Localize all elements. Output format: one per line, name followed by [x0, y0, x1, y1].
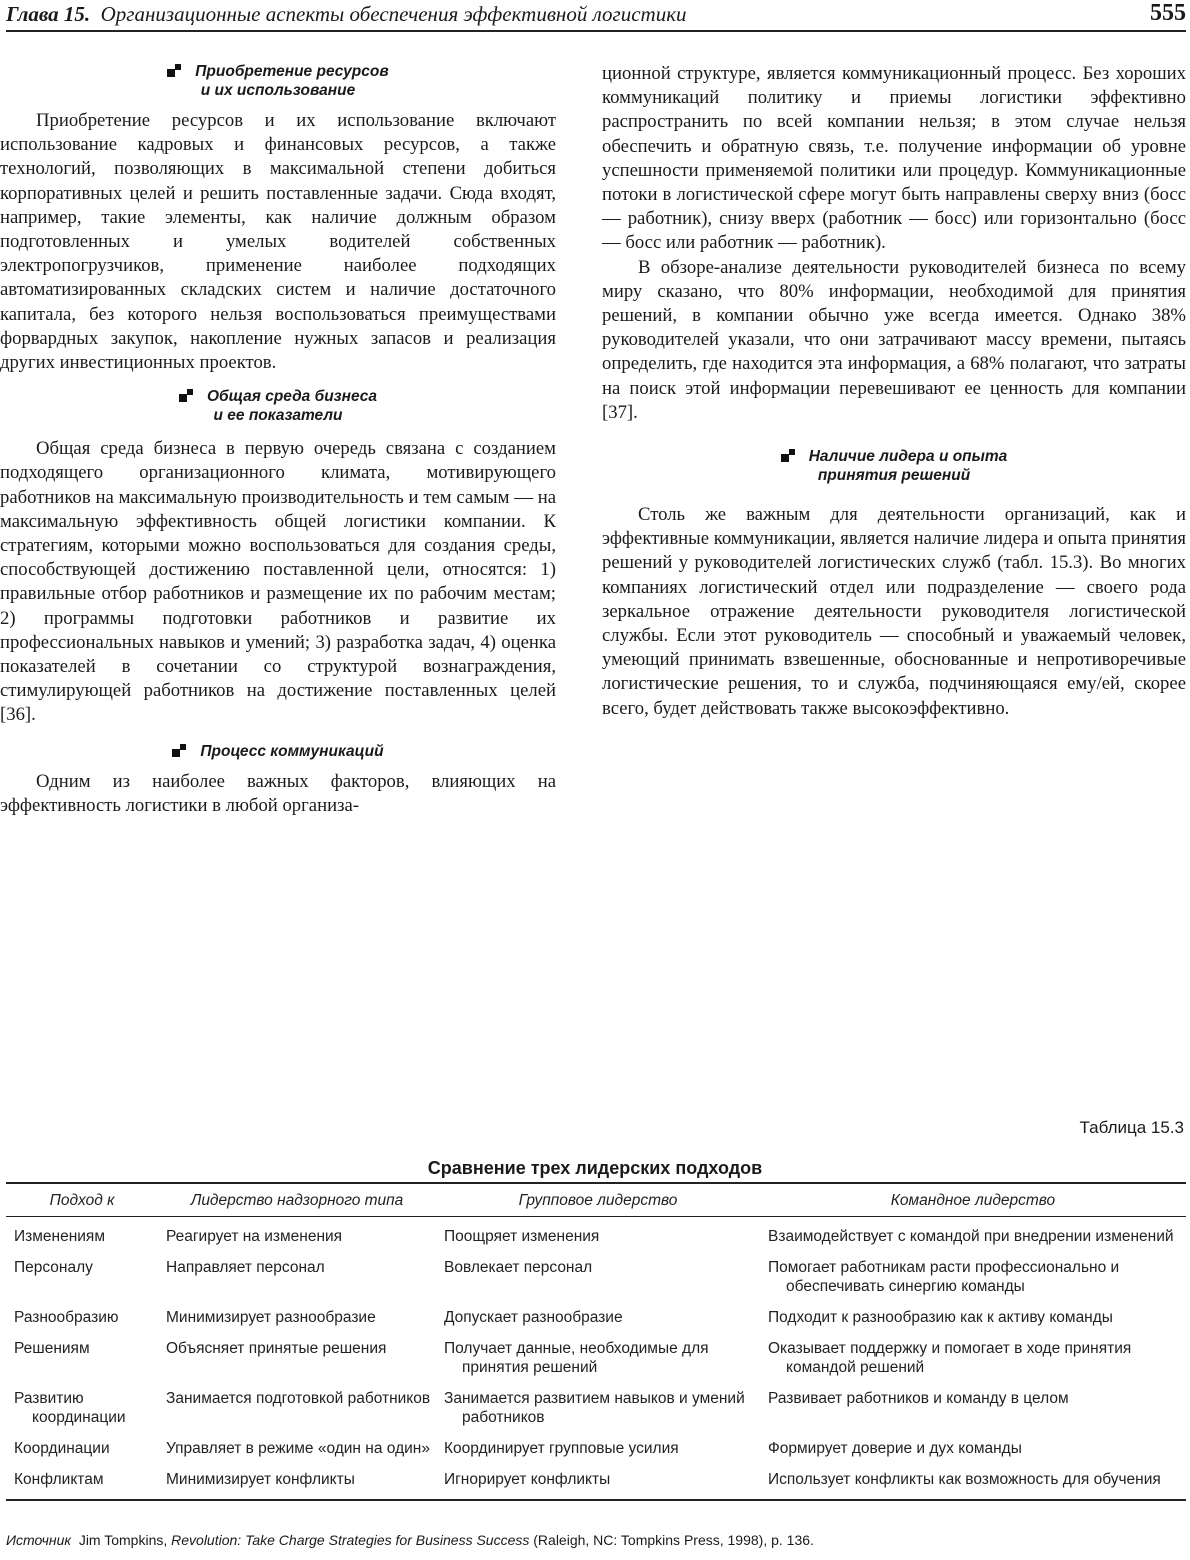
cell-text: Поощряет изменения [444, 1228, 600, 1245]
table-cell [6, 1464, 158, 1500]
table-cell [436, 1333, 760, 1383]
cell-text: Вовлекает персонал [444, 1259, 593, 1276]
table-row [6, 1302, 1186, 1333]
table-cell [6, 1383, 158, 1433]
table-header-row [6, 1183, 1186, 1217]
table-caption: Таблица 15.3 [1079, 1118, 1184, 1137]
table-cell [158, 1433, 436, 1464]
cell-text: Формирует доверие и дух команды [768, 1440, 1022, 1457]
section-heading-business-environment [0, 387, 556, 425]
cell-text: Развитию координации [14, 1390, 126, 1426]
cell-text: Разнообразию [14, 1309, 119, 1326]
table-cell [436, 1433, 760, 1464]
table-source [6, 1532, 814, 1548]
table-cell [760, 1302, 1186, 1333]
source-details: (Raleigh, NC: Tompkins Press, 1998), p. 136. [533, 1532, 814, 1548]
cell-text: Подходит к разнообразию как к активу команды [768, 1309, 1113, 1326]
left-column [0, 62, 556, 818]
table-title: Сравнение трех лидерских подходов [427, 1158, 763, 1178]
table-row [6, 1383, 1186, 1433]
column-header: Групповое лидерство [436, 1183, 760, 1217]
cell-text: Координирует групповые усилия [444, 1440, 679, 1457]
heading-line: Наличие лидера и опыта [808, 448, 1008, 466]
paragraph: Столь же важным для деятельности организаций, как и эффективные коммуникации, является наличие лидера и опыта принятия решений у руководителей логистических служб (табл. 15.3). Во многих компаниях логистический отдел или подразделение — своего рода зеркальное отражение деятельности руководителя логистической службы. Если этот руководитель — способный и уважаемый человек, умеющий принимать взвешенные, обоснованные и непротиворечивые логистические решения, то и служба, подчиняющаяся ему/ей, скорее всего, будет действовать также высокоэффективно. [602, 504, 1186, 719]
table-cell [158, 1383, 436, 1433]
table-cell [6, 1333, 158, 1383]
cell-text: Персоналу [14, 1259, 93, 1276]
source-label: Источник [6, 1532, 72, 1548]
table-cell [436, 1383, 760, 1433]
table-cell [760, 1383, 1186, 1433]
table-cell [6, 1302, 158, 1333]
table-cell [760, 1433, 1186, 1464]
cell-text: Оказывает поддержку и помогает в ходе принятия командой решений [768, 1340, 1132, 1376]
cell-text: Решениям [14, 1340, 90, 1357]
page-number: 555 [1150, 0, 1186, 26]
section-heading-communication [0, 742, 556, 761]
table-cell [760, 1333, 1186, 1383]
cell-text: Взаимодействует с командой при внедрении изменений [768, 1228, 1174, 1245]
cell-text: Минимизирует конфликты [166, 1471, 355, 1488]
table-cell [158, 1252, 436, 1302]
table-cell [6, 1217, 158, 1253]
source-book: Revolution: Take Charge Strategies for Business Success [171, 1532, 530, 1548]
section-bullet-icon [167, 64, 181, 77]
cell-text: Помогает работникам расти профессионально и обеспечивать синергию команды [768, 1259, 1120, 1295]
chapter-title [6, 2, 687, 27]
cell-text: Направляет персонал [166, 1259, 325, 1276]
table-cell [158, 1464, 436, 1500]
table-row [6, 1333, 1186, 1383]
column-header: Лидерство надзорного типа [158, 1183, 436, 1217]
table-row [6, 1433, 1186, 1464]
section-heading-leadership [602, 447, 1186, 485]
paragraph: Одним из наиболее важных факторов, влияющих на эффективность логистики в любой организа- [0, 770, 556, 816]
leadership-comparison-table [6, 1182, 1186, 1501]
chapter-number: Глава 15. [6, 2, 91, 26]
heading-line: и ее показатели [213, 407, 343, 425]
section-bullet-icon [179, 389, 193, 402]
table-cell [436, 1252, 760, 1302]
heading-line: принятия решений [817, 467, 971, 485]
table-cell [760, 1217, 1186, 1253]
table-cell [760, 1252, 1186, 1302]
cell-text: Координации [14, 1440, 110, 1457]
source-author: Jim Tompkins, [78, 1532, 168, 1548]
table-cell [158, 1333, 436, 1383]
column-header: Командное лидерство [760, 1183, 1186, 1217]
table-cell [6, 1433, 158, 1464]
running-header [6, 2, 1186, 32]
column-header: Подход к [6, 1183, 158, 1217]
cell-text: Объясняет принятые решения [166, 1340, 387, 1357]
table-row [6, 1217, 1186, 1253]
heading-line: Процесс коммуникаций [200, 742, 384, 760]
table-cell [760, 1464, 1186, 1500]
table-cell [436, 1464, 760, 1500]
cell-text: Игнорирует конфликты [444, 1471, 611, 1488]
heading-line: Приобретение ресурсов [195, 63, 389, 80]
section-heading-resources [0, 62, 556, 100]
cell-text: Минимизирует разнообразие [166, 1309, 376, 1326]
table-cell [158, 1217, 436, 1253]
section-bullet-icon [172, 744, 186, 757]
table-cell [6, 1252, 158, 1302]
cell-text: Изменениям [14, 1228, 105, 1245]
cell-text: Получает данные, необходимые для принятия решений [444, 1340, 709, 1376]
table-cell [436, 1302, 760, 1333]
cell-text: Развивает работников и команду в целом [768, 1390, 1069, 1407]
table-cell [436, 1217, 760, 1253]
cell-text: Занимается развитием навыков и умений работников [444, 1390, 745, 1426]
table-row [6, 1464, 1186, 1500]
paragraph-continuation: ционной структуре, является коммуникационный процесс. Без хороших коммуникаций политику и приемы логистики эффективно распространить по всей компании нельзя; в этом случае нельзя обеспечить и обратную связь, т.е. получение информации об уровне успешности применяемой политики или процедур. Коммуникационные потоки в логистической сфере могут быть направлены сверху вниз (босс — работник), снизу вверх (работник — босс) или горизонтально (босс — босс или работник — работник). [602, 63, 1186, 254]
cell-text: Реагирует на изменения [166, 1228, 343, 1245]
paragraph: Приобретение ресурсов и их использование включают использование кадровых и финансовых ресурсов, а также технологий, позволяющих в максимальной степени добиться корпоративных целей и решить поставленные задачи. Сюда входят, например, такие элементы, как наличие должным образом подготовленных и умелых водителей собственных электропогрузчиков, применение наиболее подходящих автоматизированных складских систем и наличие достаточного капитала, без которого нельзя воспользоваться преимуществами форвардных закупок, накопление нужных запасов и реализация других инвестиционных проектов. [0, 110, 556, 374]
section-bullet-icon [781, 449, 795, 462]
heading-line: Общая среда бизнеса [207, 388, 377, 406]
paragraph: В обзоре-анализе деятельности руководителей бизнеса по всему миру сказано, что 80% информации, необходимой для принятия решений, в компании обычно уже всегда имеется. Однако 38% руководителей указали, что они затрачивают массу времени, пытаясь определить, где находится эта информация, а 68% полагают, что затраты на поиск этой информации перевешивают ее ценность для компании [37]. [602, 256, 1186, 423]
cell-text: Занимается подготовкой работников [166, 1390, 431, 1407]
right-column [602, 62, 1186, 721]
cell-text: Допускает разнообразие [444, 1309, 623, 1326]
chapter-name: Организационные аспекты обеспечения эффективной логистики [100, 2, 687, 26]
paragraph: Общая среда бизнеса в первую очередь связана с созданием подходящего организационного климата, мотивирующего работников на максимальную производительность и тем самым — на максимальную эффективность общей логистики компании. К стратегиям, которыми можно воспользоваться для создания среды, способствующей достижению поставленной цели, относятся: 1) правильные отбор работников и размещение их по рабочим местам; 2) программы подготовки работников и развитие их профессиональных навыков и умений; 3) разработка задач, 4) оценка показателей в сочетании со структурой вознаграждения, стимулирующей работников на достижение поставленных целей [36]. [0, 438, 556, 726]
cell-text: Конфликтам [14, 1471, 104, 1488]
cell-text: Использует конфликты как возможность для обучения [768, 1471, 1161, 1488]
table-cell [158, 1302, 436, 1333]
heading-line: и их использование [200, 82, 356, 99]
table-row [6, 1252, 1186, 1302]
cell-text: Управляет в режиме «один на один» [166, 1440, 430, 1457]
